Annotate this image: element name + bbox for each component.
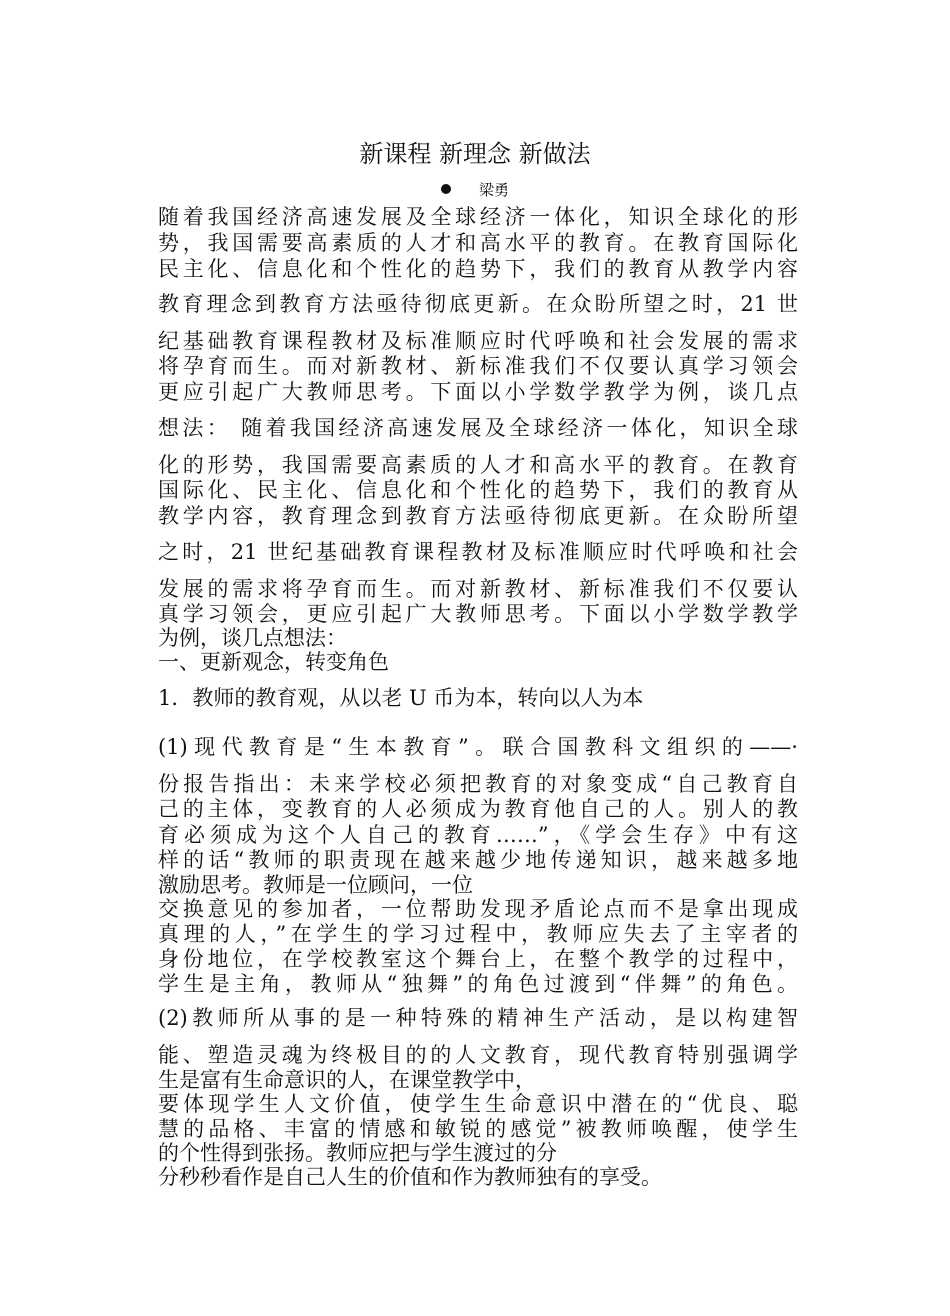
body-text-line: 交换意见的参加者，一位帮助发现矛盾论点而不是拿出现成: [158, 897, 798, 921]
body-text-line: 己的主体，变教育的人必须成为教育他自己的人。别人的教: [158, 797, 798, 821]
body-text-line: 分秒秒看作是自己人生的价值和作为教师独有的享受。: [158, 1165, 662, 1189]
body-text-line: 一、更新观念，转变角色: [158, 650, 389, 674]
body-text-line: 为例，谈几点想法：: [158, 626, 347, 650]
body-text-line: 学生是主角，教师从“独舞”的角色过渡到“伴舞”的角色。: [158, 972, 798, 996]
body-text-line: 1．教师的教育观，从以老 U 币为本，转向以人为本: [158, 686, 644, 710]
body-text-line: (1)现代教育是“生本教育”。联合国教科文组织的——·: [158, 735, 798, 759]
body-text-line: 随着我国经济高速发展及全球经济一体化，知识全球化的形: [158, 205, 798, 229]
body-text-line: (2)教师所从事的是一种特殊的精神生产活动，是以构建智: [158, 1006, 798, 1030]
body-text-line: 真理的人，”在学生的学习过程中，教师应失去了主宰者的: [158, 922, 798, 946]
body-text-line: 身份地位，在学校教室这个舞台上，在整个教学的过程中，: [158, 947, 798, 971]
body-text-line: 想法： 随着我国经济高速发展及全球经济一体化，知识全球: [158, 416, 798, 440]
body-text-line: 化的形势，我国需要高素质的人才和高水平的教育。在教育: [158, 453, 798, 477]
author-name: 梁勇: [478, 181, 509, 199]
body-text-line: 慧的品格、丰富的情感和敏锐的感觉”被教师唤醒，使学生: [158, 1117, 798, 1141]
body-text-line: 教育理念到教育方法亟待彻底更新。在众盼所望之时，21 世: [158, 292, 798, 316]
body-text-line: 更应引起广大教师思考。下面以小学数学教学为例，谈几点: [158, 380, 798, 404]
body-text-line: 之时，21 世纪基础教育课程教材及标准顺应时代呼唤和社会: [158, 540, 798, 564]
document-title: 新课程 新理念 新做法: [359, 140, 591, 168]
body-text-line: 份报告指出：未来学校必须把教育的对象变成“自己教育自: [158, 772, 798, 796]
body-text-line: 国际化、民主化、信息化和个性化的趋势下，我们的教育从: [158, 478, 798, 502]
body-text-line: 生是富有生命意识的人，在课堂教学中，: [158, 1068, 536, 1092]
body-text-line: 发展的需求将孕育而生。而对新教材、新标准我们不仅要认: [158, 577, 798, 601]
body-text-line: 将孕育而生。而对新教材、新标准我们不仅要认真学习领会: [158, 354, 798, 378]
body-text-line: 样的话“教师的职责现在越来越少地传递知识，越来越多地: [158, 848, 798, 872]
body-text-line: 的个性得到张扬。教师应把与学生渡过的分: [158, 1141, 557, 1165]
body-text-line: 民主化、信息化和个性化的趋势下，我们的教育从教学内容: [158, 257, 798, 281]
body-text-line: 能、塑造灵魂为终极目的的人文教育，现代教育特别强调学: [158, 1043, 798, 1067]
body-text-line: 激励思考。教师是一位顾问，一位: [158, 873, 473, 897]
author-line: [0, 180, 950, 200]
bullet-icon: [441, 184, 451, 194]
body-text-line: 育必须成为这个人自己的教育……”，《学会生存》中有这: [158, 823, 798, 847]
body-text-line: 势，我国需要高素质的人才和高水平的教育。在教育国际化: [158, 231, 798, 255]
body-text-line: 真学习领会，更应引起广大教师思考。下面以小学数学教学: [158, 602, 798, 626]
body-text-line: 纪基础教育课程教材及标准顺应时代呼唤和社会发展的需求: [158, 329, 798, 353]
body-text-line: 要体现学生人文价值，使学生生命意识中潜在的“优良、聪: [158, 1092, 798, 1116]
body-text-line: 教学内容，教育理念到教育方法亟待彻底更新。在众盼所望: [158, 504, 798, 528]
